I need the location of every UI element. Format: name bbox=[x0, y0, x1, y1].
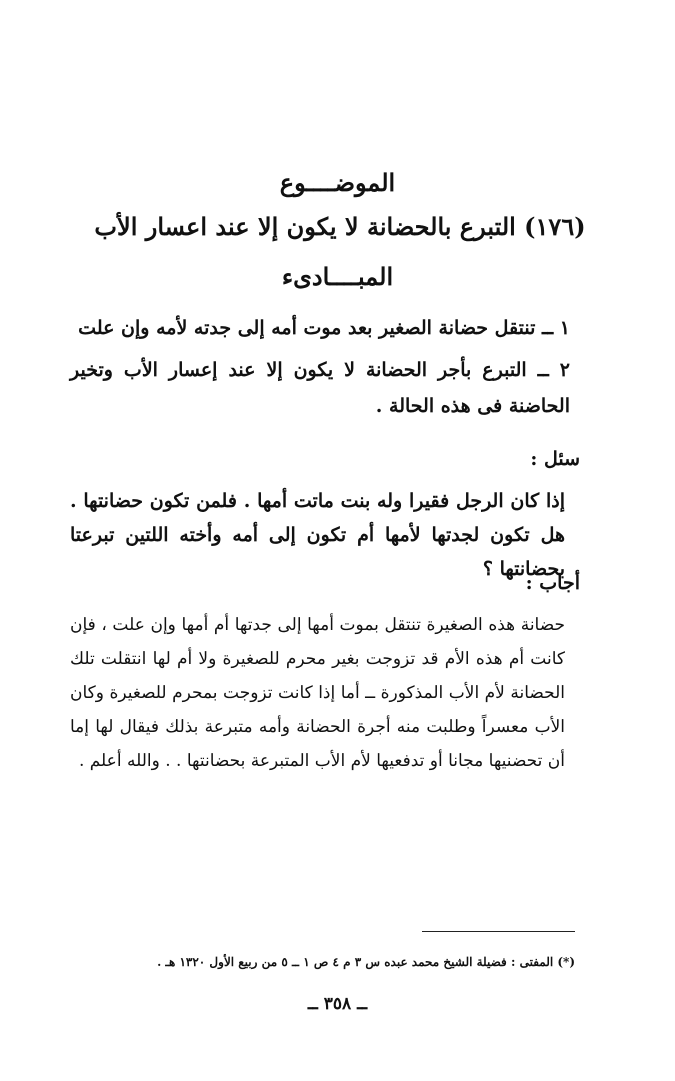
principle-item: ١ ــ تنتقل حضانة الصغير بعد موت أمه إلى جدته لأمه وإن علت bbox=[78, 317, 570, 339]
principles-heading: المبــــادىء bbox=[281, 262, 394, 291]
principles-list bbox=[70, 310, 570, 424]
question-text: إذا كان الرجل فقيرا وله بنت ماتت أمها . فلمن تكون حضانتها . هل تكون لجدتها لأمها أم تكون إلى أمه وأخته اللتين تبرعتا بحضانتها ؟ bbox=[70, 490, 565, 580]
principle-item: ٢ ــ التبرع بأجر الحضانة لا يكون إلا عند إعسار الأب وتخير الحاضنة فى هذه الحالة . bbox=[70, 359, 570, 417]
fatwa-title: (١٧٦) التبرع بالحضانة لا يكون إلا عند اعسار الأب bbox=[94, 212, 586, 241]
footnote: (*) المفتى : فضيلة الشيخ محمد عبده س ٣ م ٤ ص ١ ــ ٥ من ربيع الأول ١٣٢٠ هـ . bbox=[157, 955, 575, 969]
answer-label: أجاب : bbox=[525, 572, 580, 594]
question-label: سئل : bbox=[530, 448, 580, 470]
answer-text: حضانة هذه الصغيرة تنتقل بموت أمها إلى جدتها أم أمها وإن علت ، فإن كانت أم هذه الأم قد تزوجت بغير محرم للصغيرة ولا أم لها انتقلت تلك الحضانة لأم الأب المذكورة ــ أما إذا كانت تزوجت بمحرم للصغيرة وكان الأب معسراً وطلبت منه أجرة الحضانة وأمه متبرعة بذلك فيقال لها إما أن تحضنيها مجانا أو تدفعيها لأم الأب المتبرعة بحضانتها . . والله أعلم . bbox=[70, 615, 565, 771]
footnote-divider bbox=[422, 931, 575, 932]
page-number: ــ ٣٥٨ ــ bbox=[307, 994, 368, 1014]
topic-heading: الموضــــوع bbox=[279, 168, 396, 197]
